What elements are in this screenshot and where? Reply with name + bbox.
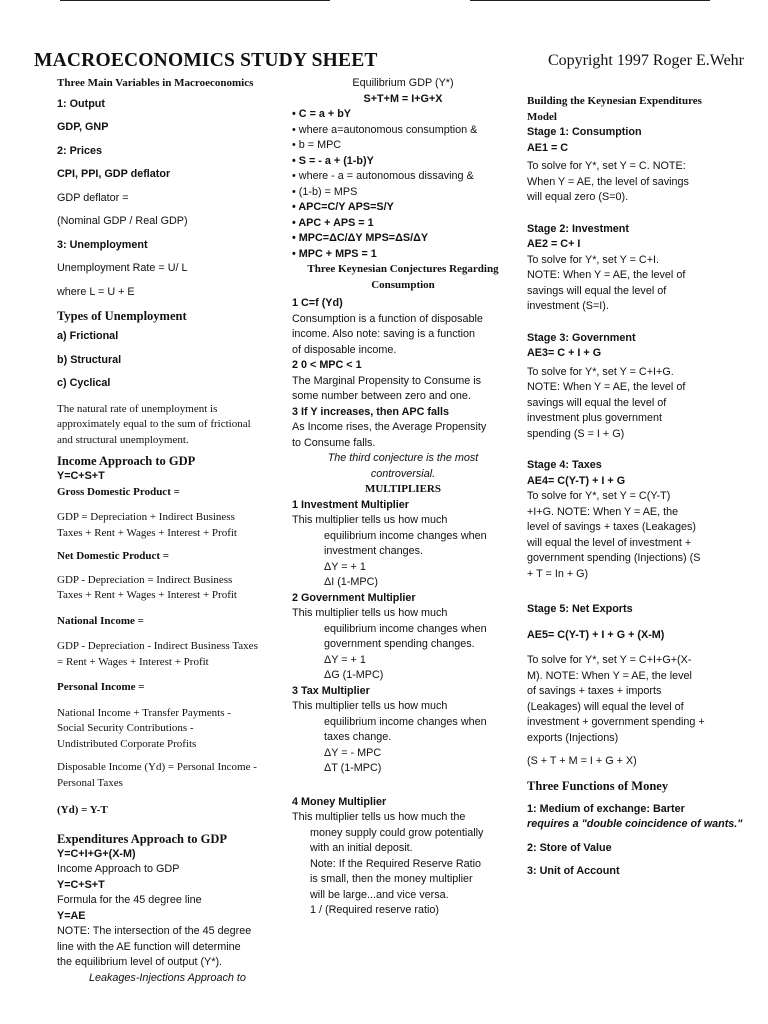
col1-line: (Yd) = Y-T [57, 804, 108, 816]
col2-line: government spending changes. [324, 638, 475, 650]
col2-line: is small, then the money multiplier [310, 873, 473, 885]
col2-line: 4 Money Multiplier [292, 795, 387, 808]
col2-line: 1 Investment Multiplier [292, 498, 409, 511]
col3-line: Three Functions of Money [527, 778, 669, 793]
col2-line: investment changes. [324, 545, 424, 557]
col3-line: 3: Unit of Account [527, 865, 620, 877]
col3-line: To solve for Y*, set Y = C+I+G. [527, 365, 674, 378]
col3-line: will equal zero (S=0). [527, 191, 629, 203]
col1-line: c) Cyclical [57, 377, 111, 389]
col3-line: (Leakages) will equal the level of [527, 700, 684, 713]
col2-line: Note: If the Required Reserve Ratio [310, 857, 482, 870]
col2-line: 2 Government Multiplier [292, 591, 416, 604]
col1-line: the equilibrium level of output (Y*). [57, 956, 223, 968]
col2-line: equilibrium income changes when [324, 529, 487, 542]
col1-line: GDP - Depreciation = Indirect Business [57, 573, 233, 586]
col3-line: investment plus government [527, 412, 663, 424]
col2-line: This multiplier tells us how much the [292, 811, 466, 823]
col1-line: Personal Taxes [57, 776, 123, 789]
col2-line: taxes change. [324, 731, 392, 743]
col2-line: equilibrium income changes when [324, 622, 487, 635]
col3-line: government spending (Injections) (S [527, 552, 701, 564]
column-middle [292, 76, 514, 919]
page-header [34, 48, 744, 78]
col2-line: Three Keynesian Conjectures Regarding [307, 263, 499, 275]
col3-line: Stage 1: Consumption [527, 126, 642, 138]
col2-line: with an initial deposit. [310, 842, 413, 854]
col3-line: investment (S=I). [527, 300, 609, 312]
column-right [527, 76, 742, 880]
col3-line: To solve for Y*, set Y = C. NOTE: [527, 160, 686, 172]
col3-line: AE1 = C [527, 141, 569, 154]
col3-line: Model [527, 110, 557, 123]
col2-line: 3 If Y increases, then APC falls [292, 405, 450, 418]
col1-line: GDP deflator = [57, 191, 129, 204]
col1-line: b) Structural [57, 353, 122, 366]
col1-line: National Income = [57, 614, 144, 627]
col2-line: Equilibrium GDP (Y*) [352, 77, 454, 89]
col2-line: MULTIPLIERS [364, 483, 441, 495]
col3-line: Stage 4: Taxes [527, 459, 602, 471]
page-title: MACROECONOMICS STUDY SHEET [34, 50, 378, 71]
col1-line: Disposable Income (Yd) = Personal Income - [57, 761, 257, 773]
col1-line: Gross Domestic Product = [57, 485, 180, 498]
col2-line: • where a=autonomous consumption & [292, 123, 478, 136]
col3-line: spending (S = I + G) [527, 427, 625, 440]
copyright-notice: Copyright 1997 Roger E.Wehr [547, 52, 744, 69]
col2-line: ΔI (1-MPC) [324, 576, 378, 588]
col2-line: • b = MPC [292, 139, 342, 151]
col3-line: When Y = AE, the level of savings [527, 175, 689, 188]
col1-line: Y=C+I+G+(X-M) [57, 847, 136, 860]
col3-line: will equal the level of investment + [527, 536, 692, 549]
col2-line: income. Also note: saving is a function [292, 328, 476, 340]
col1-line: Income Approach to GDP [57, 454, 196, 468]
col2-line: ΔT (1-MPC) [324, 762, 382, 774]
col1-line: 3: Unemployment [57, 238, 148, 251]
col3-line: AE2 = C+ I [527, 238, 581, 250]
col3-line: Stage 2: Investment [527, 222, 630, 235]
col3-line: To solve for Y*, set Y = C(Y-T) [527, 490, 671, 502]
col1-line: Taxes + Rent + Wages + Interest + Profit [57, 526, 237, 539]
col1-line: Net Domestic Product = [57, 550, 170, 562]
col1-line: Unemployment Rate = U/ L [57, 262, 188, 274]
col1-line: = Rent + Wages + Interest + Profit [57, 655, 209, 668]
col3-line: of savings + taxes + imports [527, 685, 662, 697]
col3-line: NOTE: When Y = AE, the level of [527, 269, 686, 281]
col3-line: savings will equal the level of [527, 284, 667, 297]
top-rule-right [470, 0, 710, 1]
col1-line: Leakages-Injections Approach to [89, 971, 246, 984]
col1-line: a) Frictional [57, 330, 119, 342]
col1-line: Taxes + Rent + Wages + Interest + Profit [57, 589, 237, 601]
col3-line: Stage 5: Net Exports [527, 603, 633, 615]
col2-line: ΔY = + 1 [324, 560, 366, 573]
col2-line: • (1-b) = MPS [292, 185, 358, 198]
col3-line: To solve for Y*, set Y = C+I. [527, 253, 660, 266]
col2-line: • MPC + MPS = 1 [292, 247, 377, 260]
col1-line: GDP - Depreciation - Indirect Business Taxes [57, 640, 258, 652]
col2-line: money supply could grow potentially [310, 826, 484, 839]
col1-line: Formula for the 45 degree line [57, 894, 202, 906]
col3-line: level of savings + taxes (Leakages) [527, 521, 696, 533]
col3-line: AE5= C(Y-T) + I + G + (X-M) [527, 628, 665, 641]
col1-line: Y=C+S+T [57, 878, 105, 891]
col2-line: • APC + APS = 1 [292, 216, 374, 229]
col3-line: Building the Keynesian Expenditures [527, 95, 702, 107]
col2-line: some number between zero and one. [292, 390, 471, 402]
col2-line: • where - a = autonomous dissaving & [292, 170, 474, 182]
col1-line: Y=AE [57, 909, 86, 922]
col2-line: The Marginal Propensity to Consume is [292, 374, 482, 387]
col3-line: savings will equal the level of [527, 396, 667, 409]
col1-line: Personal Income = [57, 681, 145, 693]
column-left [57, 76, 282, 986]
col2-line: Consumption [371, 278, 435, 291]
col3-line: requires a "double coincidence of wants." [527, 818, 743, 830]
top-rule-left [60, 0, 330, 1]
col2-line: to Consume falls. [292, 436, 376, 449]
col2-line: S+T+M = I+G+X [363, 92, 443, 105]
col2-line: The third conjecture is the most [327, 452, 479, 464]
col1-line: (Nominal GDP / Real GDP) [57, 215, 188, 227]
col3-line: AE3= C + I + G [527, 347, 602, 359]
col1-line: Types of Unemployment [57, 309, 187, 323]
col1-line: Social Security Contributions - [57, 722, 194, 734]
col1-line: National Income + Transfer Payments - [57, 706, 231, 719]
col3-line: investment + government spending + [527, 716, 705, 728]
col1-line: Undistributed Corporate Profits [57, 737, 197, 750]
col1-line: where L = U + E [57, 285, 135, 298]
col3-line: 2: Store of Value [527, 841, 612, 854]
col3-line: 1: Medium of exchange: Barter [527, 802, 685, 815]
col2-line: 2 0 < MPC < 1 [292, 359, 362, 371]
col2-line: Consumption is a function of disposable [292, 312, 483, 325]
col2-line: This multiplier tells us how much [292, 514, 448, 526]
col2-line: ΔG (1-MPC) [324, 669, 384, 681]
col3-line: (S + T + M = I + G + X) [527, 755, 637, 767]
col2-line: equilibrium income changes when [324, 715, 487, 728]
col1-line: approximately equal to the sum of frictional [57, 418, 251, 430]
col2-line: As Income rises, the Average Propensity [292, 421, 487, 433]
col2-line: 1 C=f (Yd) [292, 297, 343, 309]
col1-line: CPI, PPI, GDP deflator [57, 168, 171, 180]
col1-line: Y=C+S+T [57, 470, 105, 482]
col1-line: Income Approach to GDP [57, 863, 180, 875]
col3-line: AE4= C(Y-T) + I + G [527, 474, 626, 487]
col2-line: This multiplier tells us how much [292, 607, 448, 619]
col2-line: ΔY = - MPC [324, 746, 382, 759]
col3-line: M). NOTE: When Y = AE, the level [527, 669, 692, 682]
col2-line: 1 / (Required reserve ratio) [310, 904, 440, 916]
col1-line: 1: Output [57, 97, 105, 110]
col1-line: NOTE: The intersection of the 45 degree [57, 925, 252, 937]
col1-line: GDP, GNP [57, 121, 109, 133]
col3-line: To solve for Y*, set Y = C+I+G+(X- [527, 654, 692, 666]
col2-line: ΔY = + 1 [324, 653, 366, 666]
col1-line: GDP = Depreciation + Indirect Business [57, 511, 235, 523]
col2-line: • C = a + bY [292, 108, 351, 120]
col2-line: • S = - a + (1-b)Y [292, 154, 374, 167]
col3-line: Stage 3: Government [527, 331, 636, 344]
col1-line: The natural rate of unemployment is [57, 402, 218, 415]
col2-line: 3 Tax Multiplier [292, 684, 370, 697]
col3-line: + T = In + G) [527, 567, 589, 580]
col2-line: • APC=C/Y APS=S/Y [292, 201, 394, 213]
col1-line: line with the AE function will determine [57, 940, 241, 953]
col3-line: +I+G. NOTE: When Y = AE, the [527, 505, 679, 518]
col1-line: and structural unemployment. [57, 433, 189, 446]
col2-line: will be large...and vice versa. [310, 888, 449, 901]
col2-line: • MPC=ΔC/ΔY MPS=ΔS/ΔY [292, 232, 429, 244]
col2-line: of disposable income. [292, 343, 397, 356]
col2-line: controversial. [370, 467, 436, 480]
col1-line: Three Main Variables in Macroeconomics [57, 77, 254, 89]
col1-line: Expenditures Approach to GDP [57, 831, 228, 846]
col2-line: This multiplier tells us how much [292, 700, 448, 712]
col3-line: NOTE: When Y = AE, the level of [527, 381, 686, 393]
col3-line: exports (Injections) [527, 731, 619, 744]
col1-line: 2: Prices [57, 144, 103, 157]
